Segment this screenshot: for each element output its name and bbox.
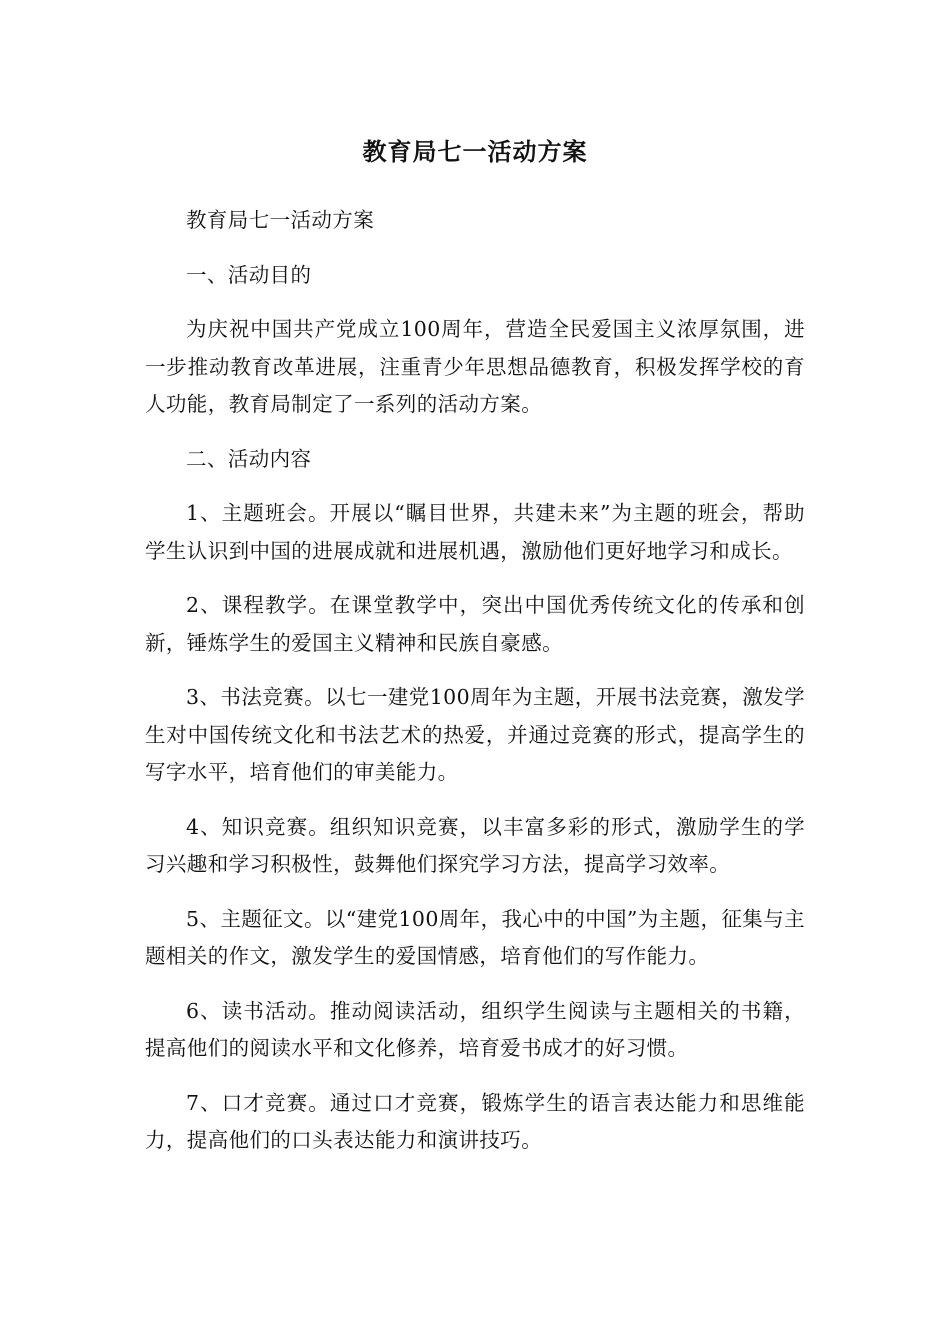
document-body: [145, 202, 805, 1177]
paragraph-item-3: 3、书法竞赛。以七一建党100周年为主题，开展书法竞赛，激发学生对中国传统文化和书法艺术的热爱，并通过竞赛的形式，提高学生的写字水平，培育他们的审美能力。: [145, 685, 805, 784]
section-heading-purpose: 一、活动目的: [186, 262, 312, 287]
paragraph-item-5: 5、主题征文。以“建党100周年，我心中的中国”为主题，征集与主题相关的作文，激发学生的爱国情感，培育他们的写作能力。: [145, 906, 805, 968]
paragraph-heading-repeat: 教育局七一活动方案: [186, 208, 375, 232]
paragraph-purpose: 为庆祝中国共产党成立100周年，营造全民爱国主义浓厚氛围，进一步推动教育改革进展，注重青少年思想品德教育，积极发挥学校的育人功能，教育局制定了一系列的活动方案。: [145, 317, 805, 416]
paragraph-item-2: 2、课程教学。在课堂教学中，突出中国优秀传统文化的传承和创新，锤炼学生的爱国主义精神和民族自豪感。: [145, 593, 805, 655]
paragraph-item-4: 4、知识竞赛。组织知识竞赛，以丰富多彩的形式，激励学生的学习兴趣和学习积极性，鼓舞他们探究学习方法，提高学习效率。: [145, 814, 805, 876]
document-title: 教育局七一活动方案: [362, 138, 588, 166]
paragraph-item-7: 7、口才竞赛。通过口才竞赛，锻炼学生的语言表达能力和思维能力，提高他们的口头表达能力和演讲技巧。: [145, 1090, 805, 1152]
paragraph-item-1: 1、主题班会。开展以“瞩目世界，共建未来”为主题的班会，帮助学生认识到中国的进展成就和进展机遇，激励他们更好地学习和成长。: [145, 501, 805, 563]
section-heading-content: 二、活动内容: [186, 446, 312, 471]
paragraph-item-6: 6、读书活动。推动阅读活动，组织学生阅读与主题相关的书籍，提高他们的阅读水平和文化修养，培育爱书成才的好习惯。: [145, 998, 805, 1060]
